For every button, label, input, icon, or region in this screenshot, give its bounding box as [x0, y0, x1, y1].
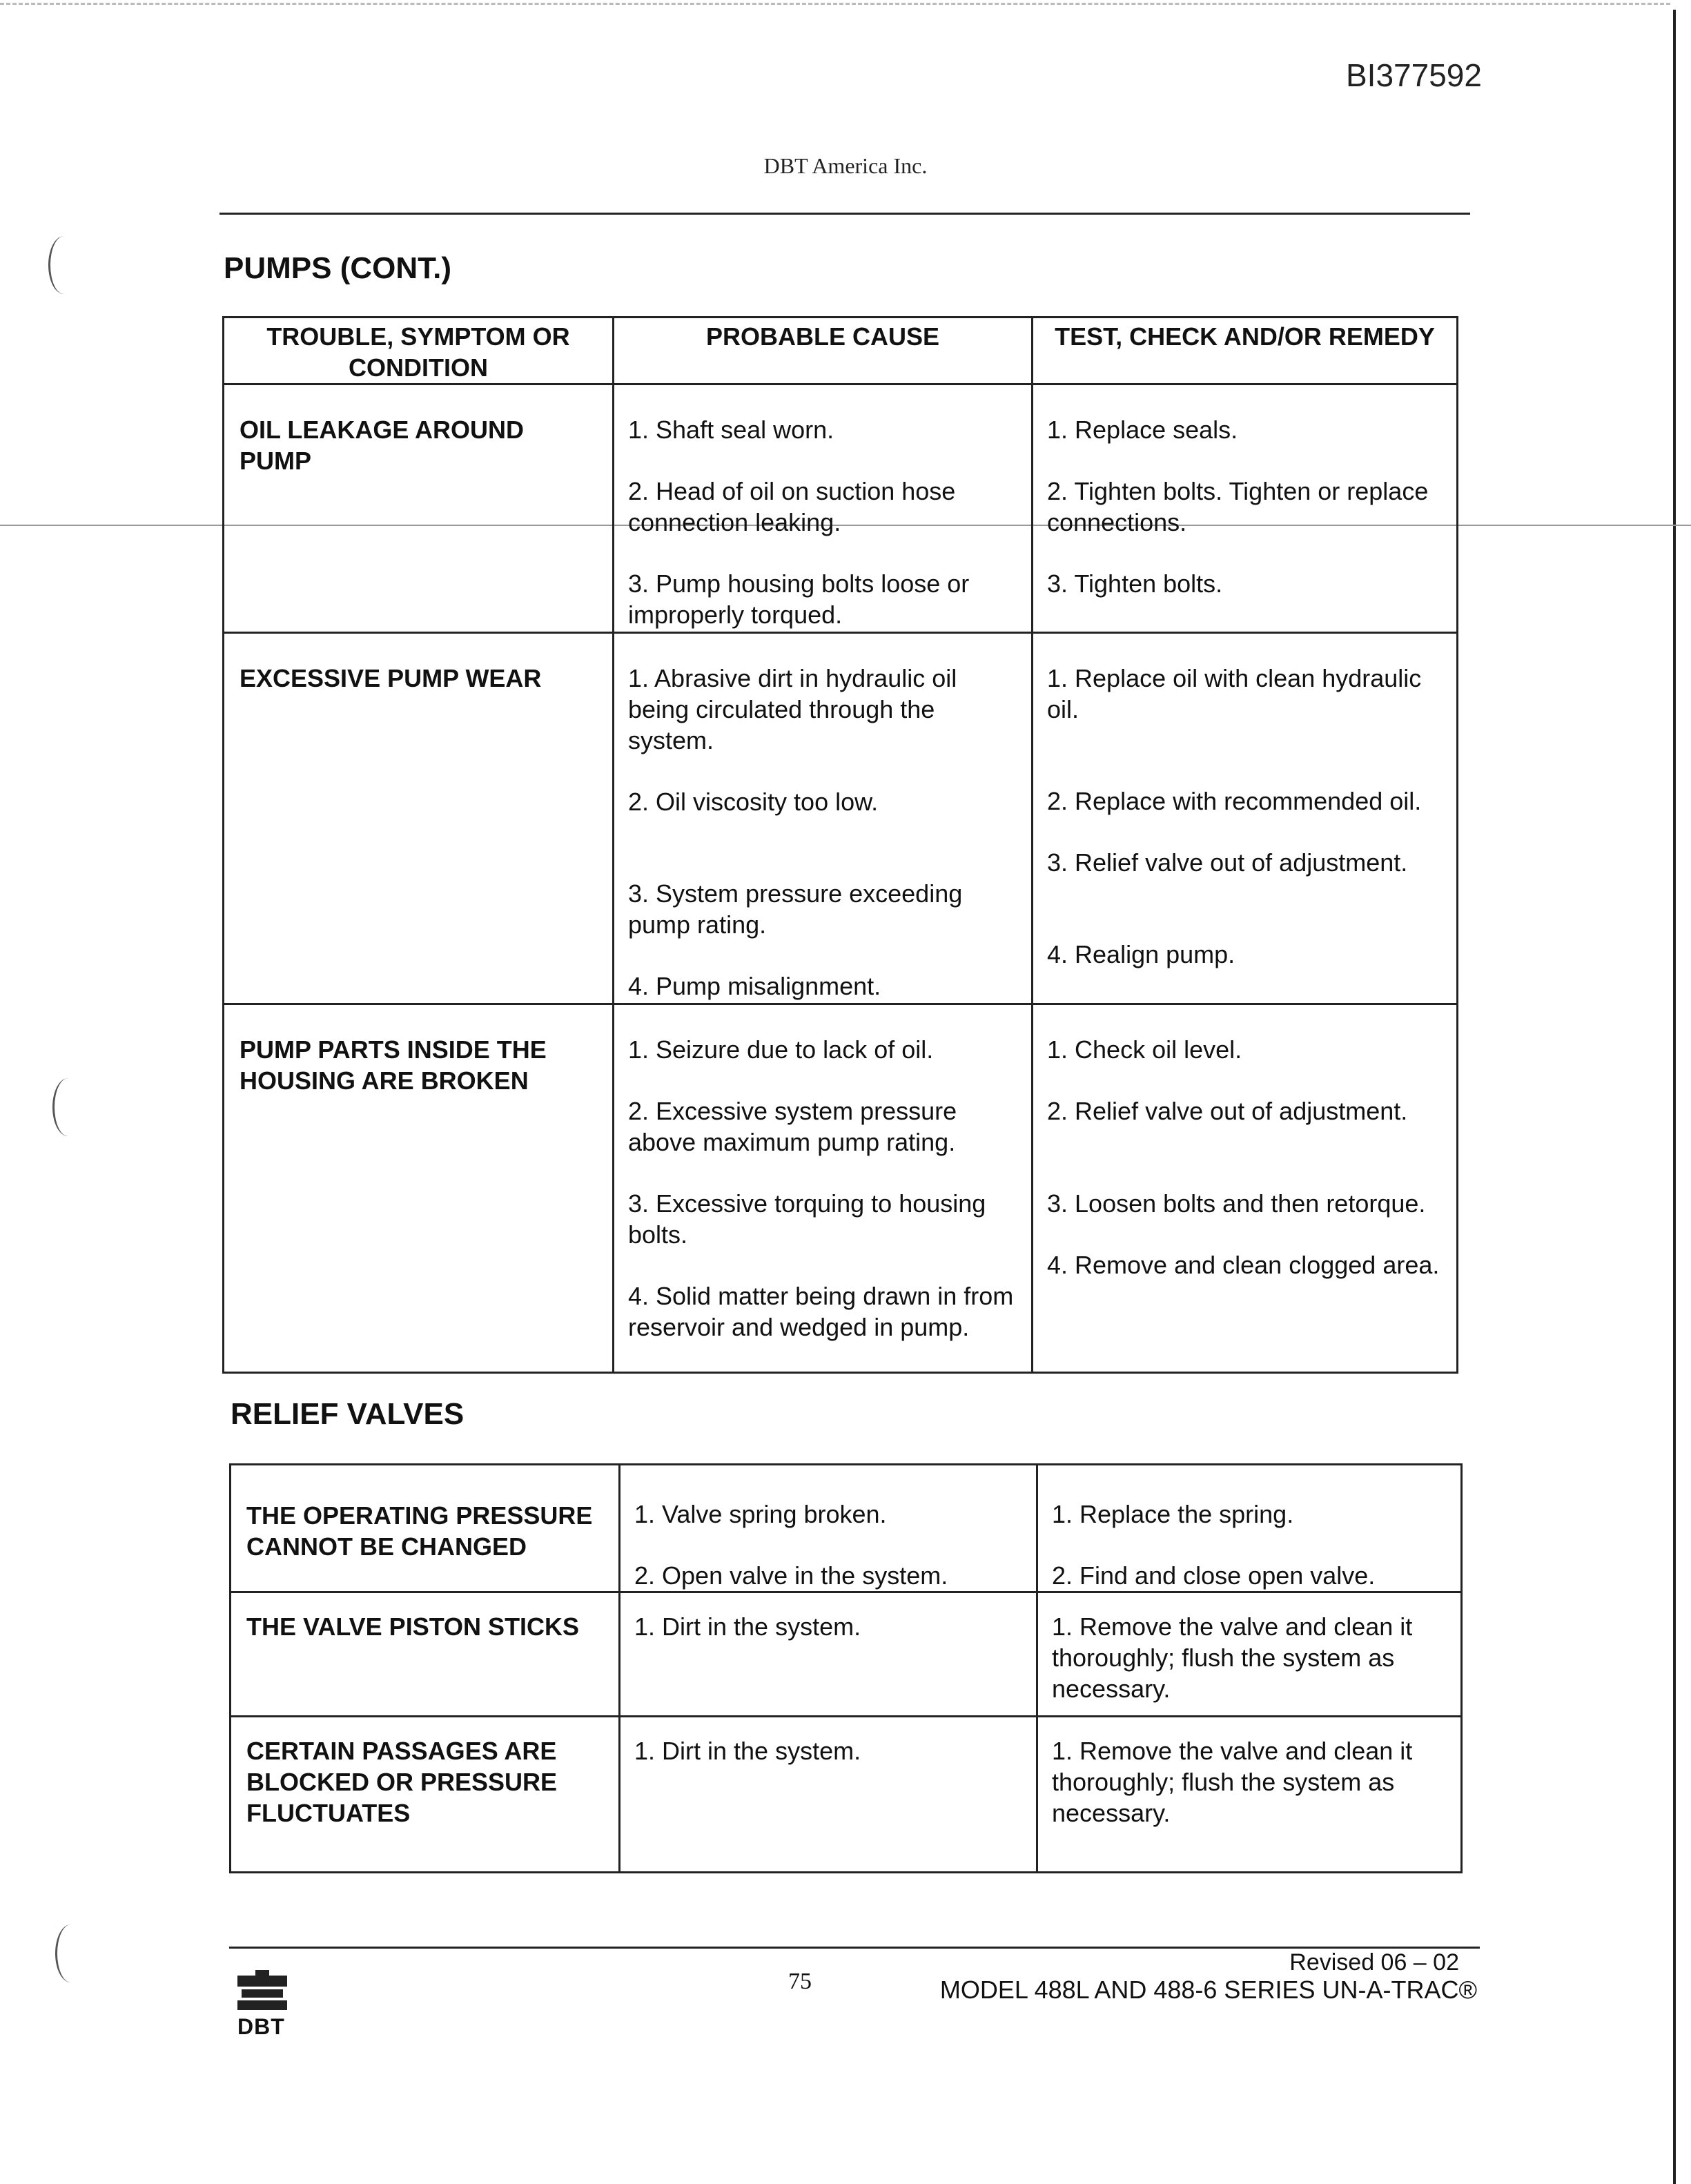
punch-hole-top	[48, 236, 79, 294]
remedy-item: 1. Replace the spring.	[1052, 1500, 1294, 1528]
cause-cell	[620, 1717, 1037, 1873]
table-row	[224, 1004, 1458, 1373]
cause-cell	[620, 1465, 1037, 1592]
column-header-remedy: TEST, CHECK AND/OR REMEDY	[1033, 318, 1458, 384]
cause-item: 1. Seizure due to lack of oil.	[628, 1035, 934, 1064]
pumps-table	[222, 316, 1458, 1374]
table-row	[224, 384, 1458, 633]
column-header-cause: PROBABLE CAUSE	[614, 318, 1033, 384]
condition-cell: OIL LEAKAGE AROUND PUMP	[224, 384, 614, 633]
remedy-item: 1. Remove the valve and clean it thoroughly; flush the system as necessary.	[1052, 1612, 1413, 1703]
scan-right-edge	[1673, 10, 1676, 2184]
remedy-cell	[1033, 633, 1458, 1004]
cause-cell	[614, 1004, 1033, 1373]
table-row	[231, 1465, 1462, 1592]
condition-cell: THE OPERATING PRESSURE CANNOT BE CHANGED	[231, 1465, 620, 1592]
remedy-item: 3. Relief valve out of adjustment.	[1047, 848, 1408, 877]
remedy-cell	[1037, 1717, 1462, 1873]
cause-item: 2. Oil viscosity too low.	[628, 788, 879, 816]
remedy-item: 4. Realign pump.	[1047, 940, 1235, 968]
condition-cell: THE VALVE PISTON STICKS	[231, 1592, 620, 1717]
scan-top-edge	[0, 3, 1670, 5]
cause-item: 1. Shaft seal worn.	[628, 416, 834, 444]
remedy-item: 1. Replace seals.	[1047, 416, 1238, 444]
remedy-item: 2. Replace with recommended oil.	[1047, 787, 1422, 815]
section-heading-relief-valves: RELIEF VALVES	[231, 1397, 465, 1431]
cause-item: 2. Head of oil on suction hose connection leaking.	[628, 477, 956, 536]
footer-rule	[229, 1947, 1480, 1949]
relief-valves-table	[229, 1463, 1463, 1873]
condition-cell: PUMP PARTS INSIDE THE HOUSING ARE BROKEN	[224, 1004, 614, 1373]
cause-item: 3. Pump housing bolts loose or improperly torqued.	[628, 569, 970, 629]
punch-hole-middle	[52, 1078, 84, 1136]
table-row	[224, 633, 1458, 1004]
remedy-item: 1. Remove the valve and clean it thoroughly; flush the system as necessary.	[1052, 1737, 1413, 1827]
table-header-row	[224, 318, 1458, 384]
model-name: MODEL 488L AND 488-6 SERIES UN-A-TRAC®	[939, 1976, 1477, 2004]
remedy-item: 4. Remove and clean clogged area.	[1047, 1251, 1440, 1279]
company-name: DBT America Inc.	[763, 153, 928, 178]
page-number: 75	[788, 1969, 812, 1994]
document-code: BI377592	[1346, 57, 1482, 93]
condition-cell: CERTAIN PASSAGES ARE BLOCKED OR PRESSURE FLUCTUATES	[231, 1717, 620, 1873]
cause-item: 4. Solid matter being drawn in from reservoir and wedged in pump.	[628, 1282, 1014, 1341]
remedy-cell	[1033, 384, 1458, 633]
section-heading-pumps: PUMPS (CONT.)	[224, 251, 451, 285]
revision-date: Revised 06 – 02	[1289, 1949, 1459, 1976]
table-row	[231, 1592, 1462, 1717]
cause-item: 2. Open valve in the system.	[634, 1561, 948, 1590]
cause-item: 1. Abrasive dirt in hydraulic oil being circulated through the system.	[628, 664, 957, 754]
remedy-item: 2. Tighten bolts. Tighten or replace connections.	[1047, 477, 1429, 536]
remedy-item: 2. Relief valve out of adjustment.	[1047, 1097, 1408, 1125]
cause-item: 2. Excessive system pressure above maximum pump rating.	[628, 1097, 957, 1156]
remedy-cell	[1037, 1465, 1462, 1592]
remedy-item: 1. Replace oil with clean hydraulic oil.	[1047, 664, 1422, 723]
logo-text: DBT	[237, 2014, 285, 2039]
cause-cell	[614, 633, 1033, 1004]
punch-hole-bottom	[55, 1924, 86, 1982]
cause-item: 4. Pump misalignment.	[628, 972, 881, 1000]
cause-item: 3. Excessive torquing to housing bolts.	[628, 1189, 986, 1249]
remedy-item: 3. Loosen bolts and then retorque.	[1047, 1189, 1426, 1218]
remedy-cell	[1037, 1592, 1462, 1717]
remedy-item: 1. Check oil level.	[1047, 1035, 1242, 1064]
cause-cell	[620, 1592, 1037, 1717]
condition-cell: EXCESSIVE PUMP WEAR	[224, 633, 614, 1004]
remedy-cell	[1033, 1004, 1458, 1373]
remedy-item: 3. Tighten bolts.	[1047, 569, 1223, 598]
table-row	[231, 1717, 1462, 1873]
cause-item: 1. Dirt in the system.	[634, 1737, 861, 1765]
cause-item: 1. Valve spring broken.	[634, 1500, 887, 1528]
dbt-logo-icon	[235, 1970, 290, 2014]
cause-item: 1. Dirt in the system.	[634, 1612, 861, 1641]
cause-item: 3. System pressure exceeding pump rating.	[628, 879, 963, 939]
header-rule	[219, 213, 1470, 215]
column-header-condition: TROUBLE, SYMPTOM OR CONDITION	[224, 318, 614, 384]
remedy-item: 2. Find and close open valve.	[1052, 1561, 1376, 1590]
cause-cell	[614, 384, 1033, 633]
